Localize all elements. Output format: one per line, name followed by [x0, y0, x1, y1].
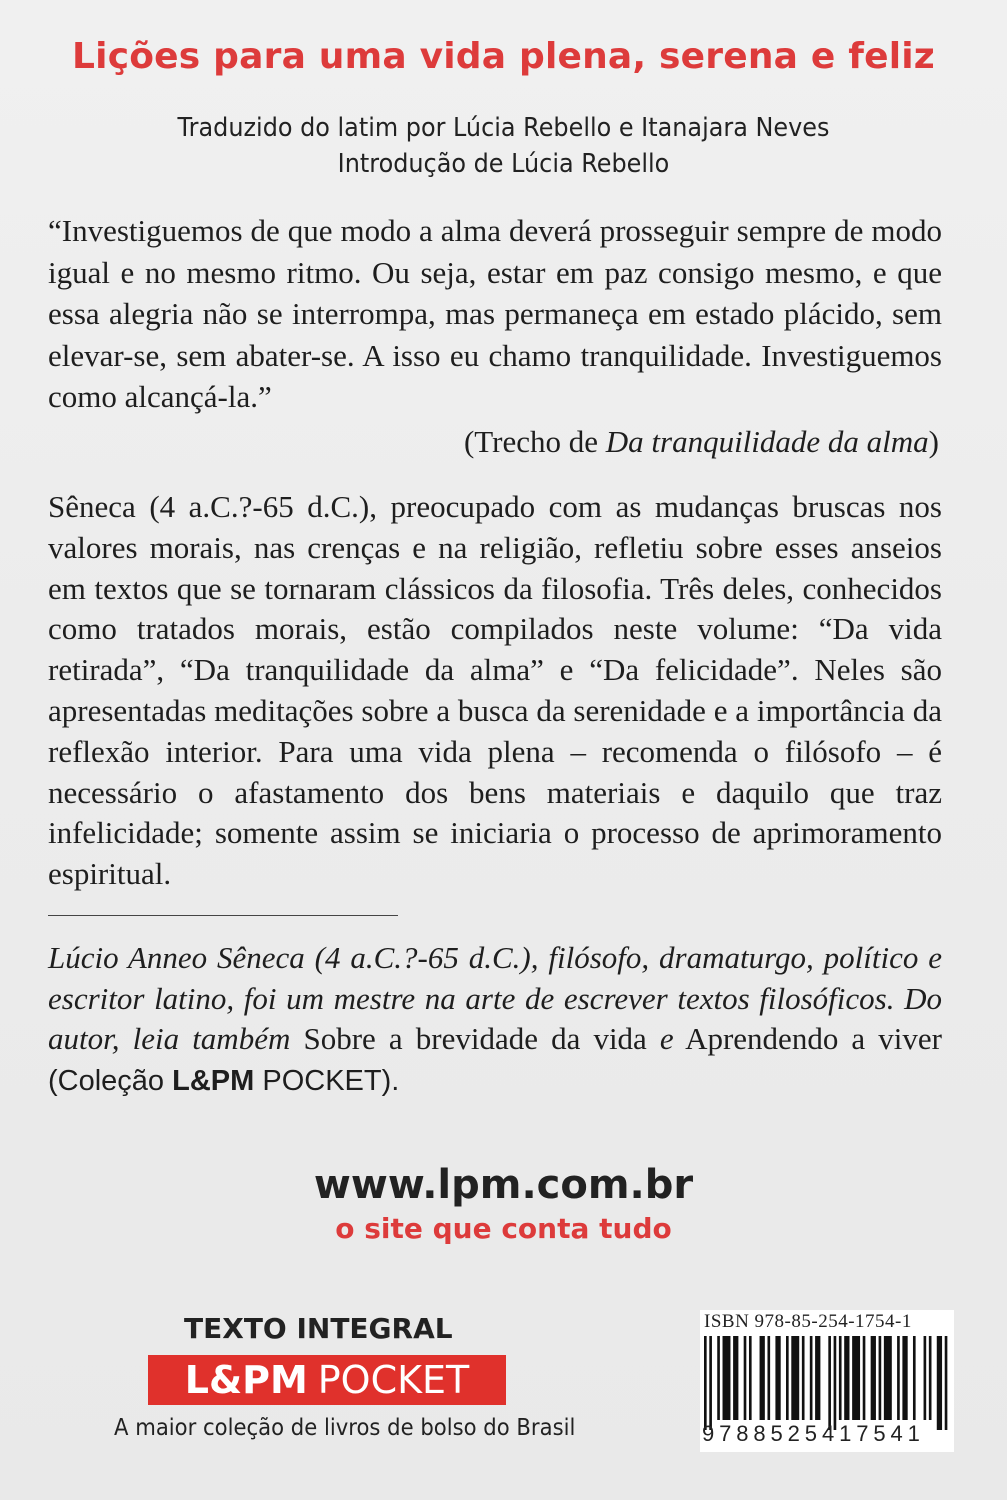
imprint-tagline: A maior coleção de livros de bolso do Brasil: [114, 1415, 576, 1441]
collection-prefix: (Coleção: [48, 1064, 173, 1097]
quote-source: [464, 421, 939, 463]
barcode-icon: [704, 1336, 950, 1430]
introduction-credit: Introdução de Lúcia Rebello: [337, 149, 670, 179]
collection-reference: [48, 1065, 399, 1097]
collection-brand: L&PM: [172, 1064, 255, 1097]
section-divider: [48, 915, 398, 916]
credits-block: [40, 110, 966, 182]
quote-source-prefix: (Trecho de: [463, 424, 606, 459]
collection-suffix: POCKET).: [254, 1064, 400, 1097]
author-bio-and: e: [659, 1021, 674, 1056]
isbn-label: ISBN 978-85-254-1754-1: [704, 1311, 912, 1332]
logo-brand: L&PM: [184, 1358, 308, 1402]
translators-credit: Traduzido do latim por Lúcia Rebello e Itanajara Neves: [177, 113, 830, 143]
publisher-website: www.lpm.com.br: [313, 1162, 694, 1208]
related-book-1: Sobre a brevidade da vida: [290, 1021, 660, 1056]
book-description: Sêneca (4 a.C.?-65 d.C.), preocupado com as mudanças bruscas nos valores morais, nas crenças e na religião, refletiu sobre esses anseios em textos que se tornaram clássicos da filosofia. Três deles, conhecidos como tratados morais, estão compilados neste volume: “Da vida retirada”, “Da tranquilidade da alma” e “Da felicidade”. Neles são apresentadas meditações sobre a busca da serenidade e a importância da reflexão interior. Para uma vida plena – recomenda o filósofo – é necessário o afastamento dos bens materiais e daquilo que traz infelicidade; somente assim se iniciaria o processo de aprimoramento espiritual.: [48, 489, 942, 892]
author-bio: [48, 938, 942, 1101]
related-book-2: Aprendendo a viver: [673, 1021, 942, 1056]
lpm-pocket-logo: [148, 1355, 506, 1405]
quote-source-suffix: ): [928, 424, 939, 459]
author-bio-intro: Lúcio Anneo Sêneca (4 a.C.?-65 d.C.), filósofo, dramaturgo, político e escritor latino, foi um mestre na arte de escrever textos filosóficos. Do autor, leia também: [48, 940, 942, 1056]
quote-source-title: Da tranquilidade da alma: [605, 424, 929, 459]
book-subtitle: Lições para uma vida plena, serena e feliz: [72, 36, 935, 77]
full-text-label: TEXTO INTEGRAL: [184, 1312, 453, 1345]
barcode-digits: 9788525417541: [702, 1421, 925, 1446]
logo-series: POCKET: [317, 1358, 470, 1402]
website-tagline: o site que conta tudo: [335, 1212, 672, 1245]
excerpt-quote: “Investiguemos de que modo a alma deverá prosseguir sempre de modo igual e no mesmo ritmo. Ou seja, estar em paz consigo mesmo, e que essa alegria não se interrompa, mas permaneça em estado plácido, sem elevar-se, sem abater-se. A isso eu chamo tranquilidade. Investiguemos como alcançá-la.”: [48, 213, 942, 414]
